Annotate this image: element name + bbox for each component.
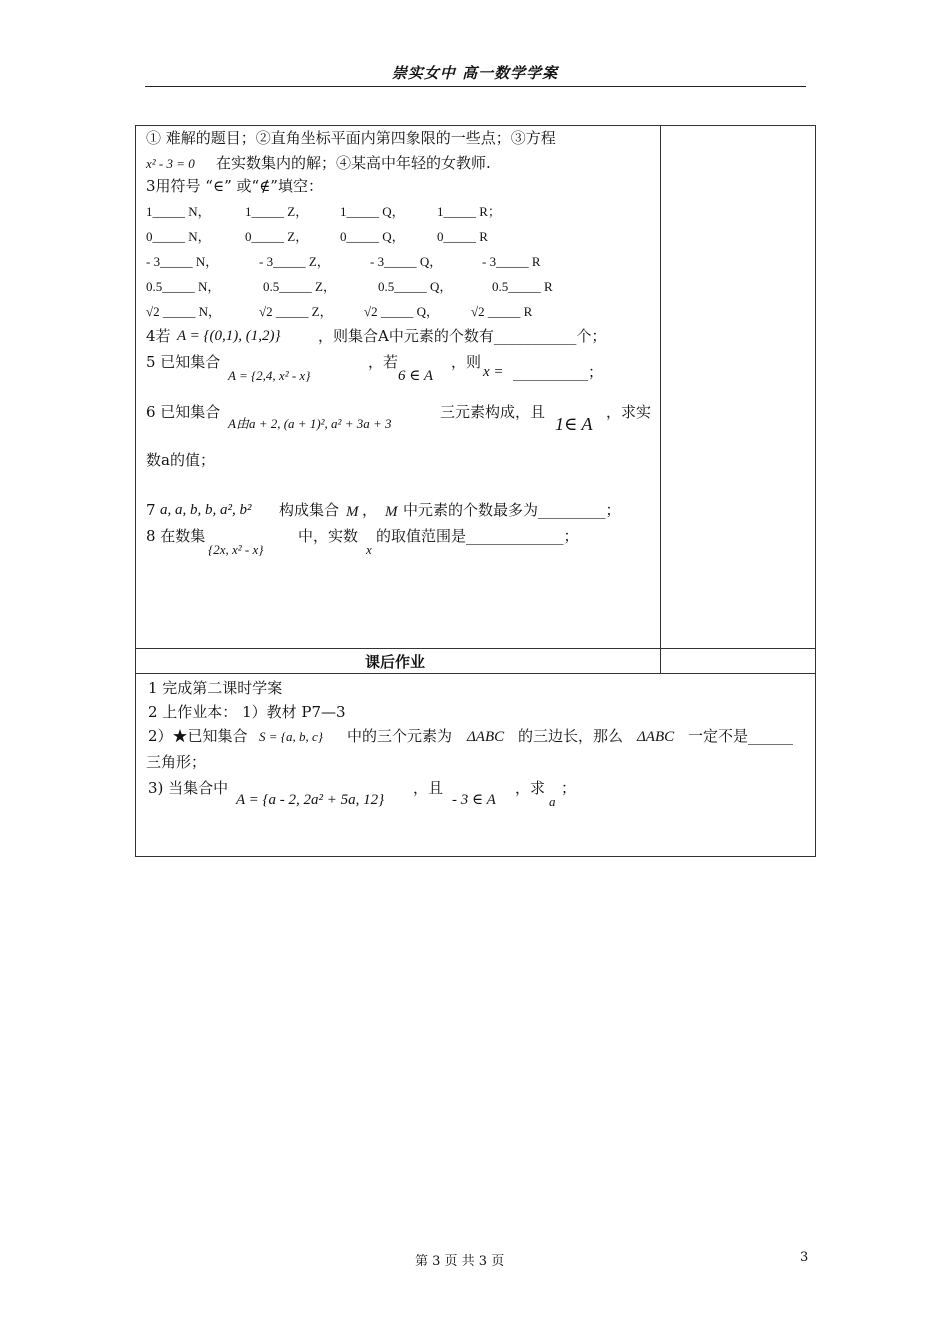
q7-comma: ， (362, 501, 378, 519)
homework-line3-tri: ΔABC (467, 729, 505, 745)
q8-text: 中，实数 (298, 527, 359, 545)
q8-set: {2x, x² - x} (208, 542, 264, 557)
q5-text: ，若 (368, 353, 399, 371)
homework-line3-tri2: ΔABC (637, 729, 675, 745)
homework-line4: 三角形； (146, 753, 207, 771)
q5-label: 5 已知集合 (146, 353, 221, 371)
q6-text: 三元素构成，且 (440, 403, 546, 421)
q3-cell: - 3_____ N， (146, 254, 219, 269)
q8-text2: 的取值范围是_____________； (376, 527, 579, 545)
homework-line3-e: 的三边长，那么 (518, 727, 624, 745)
homework-line5-e: ，求 (515, 779, 546, 797)
homework-line5-cond: - 3 ∈ A (452, 792, 496, 808)
q3-cell: √2 _____ Z， (259, 304, 333, 319)
q3-cell: 1_____ R； (437, 204, 501, 219)
q5-blank: __________； (513, 363, 604, 381)
homework-line5-set: A = {a - 2, 2a² + 5a, 12} (236, 792, 385, 808)
q3-cell: 0_____ N， (146, 229, 211, 244)
q5-text2: ，则 (451, 353, 482, 371)
q3-cell: √2 _____ Q， (364, 304, 440, 319)
q3-cell: 0.5_____ N， (146, 279, 221, 294)
q3-cell: 1_____ Z， (245, 204, 309, 219)
q3-cell: 0_____ Z， (245, 229, 309, 244)
q6-line2: 数a的值； (146, 451, 215, 469)
q5-set: A = {2,4, x² - x} (228, 368, 311, 383)
q5-condition: 6 ∈ A (398, 368, 433, 384)
q5-var: x = (483, 364, 504, 380)
homework-line3-g: 一定不是______ (688, 727, 794, 745)
q3-cell: 0.5_____ Z， (263, 279, 336, 294)
q-tail-line1: ① 难解的题目；②直角坐标平面内第四象限的一些点；③方程 (146, 129, 556, 147)
q3-cell: 0_____ R (437, 229, 488, 244)
q3-cell: √2 _____ N， (146, 304, 222, 319)
homework-line5-c: ，且 (413, 779, 444, 797)
footer-page-number: 3 (800, 1250, 809, 1265)
q3-title: 3用符号 “∈” 或“∉”填空： (146, 177, 323, 195)
row-divider-top (135, 648, 816, 649)
q3-cell: - 3_____ Z， (259, 254, 330, 269)
q-tail-line2: 在实数集内的解；④某高中年轻的女教师. (216, 154, 491, 172)
q8-var: x (366, 542, 372, 557)
homework-heading: 课后作业 (365, 653, 426, 671)
q-tail-equation: x² - 3 = 0 (146, 156, 195, 171)
homework-line5-var: a (549, 794, 556, 809)
homework-line5-g: ； (561, 779, 577, 797)
q3-cell: 0.5_____ R (492, 279, 553, 294)
q8-label: 8 在数集 (146, 527, 206, 545)
q4-label: 4若 (146, 327, 171, 345)
q6-elements: A由a + 2, (a + 1)², a² + 3a + 3 (228, 416, 392, 431)
page-header-title: 崇实女中 高一数学学案 (391, 64, 559, 82)
q7-set: M (346, 504, 359, 520)
homework-line3-c: 中的三个元素为 (347, 727, 453, 745)
q7-set2: M (385, 504, 398, 520)
q4-formula: A = {(0,1), (1,2)} (177, 328, 281, 344)
homework-line5-a: 3) 当集合中 (148, 779, 229, 797)
q7-text: 构成集合 (279, 501, 340, 519)
q3-cell: 0_____ Q， (340, 229, 405, 244)
q7-label: 7 (146, 501, 156, 519)
q7-elements: a, a, b, b, a², b² (160, 502, 252, 518)
q6-text2: ，求实 (606, 403, 652, 421)
header-rule (145, 86, 806, 87)
q7-text2: 中元素的个数最多为_________； (403, 501, 621, 519)
q3-cell: - 3_____ R (482, 254, 541, 269)
q3-cell: 1_____ N， (146, 204, 211, 219)
row-divider-bottom (135, 673, 816, 674)
homework-line1: 1 完成第二课时学案 (148, 679, 283, 697)
homework-line3-set: S = {a, b, c} (259, 729, 323, 744)
q3-cell: 0.5_____ Q， (378, 279, 453, 294)
column-divider (660, 125, 661, 673)
homework-line3-a: 2）★已知集合 (148, 727, 248, 745)
q6-condition: 1∈ A (555, 414, 593, 434)
footer-page-count: 第 3 页 共 3 页 (415, 1254, 505, 1269)
q3-cell: - 3_____ Q， (370, 254, 443, 269)
q3-cell: 1_____ Q， (340, 204, 405, 219)
q3-cell: √2 _____ R (471, 304, 533, 319)
q6-label: 6 已知集合 (146, 403, 221, 421)
homework-line2: 2 上作业本： 1）教材 P7—3 (148, 703, 346, 721)
q4-text: ，则集合A中元素的个数有___________个； (318, 327, 607, 345)
